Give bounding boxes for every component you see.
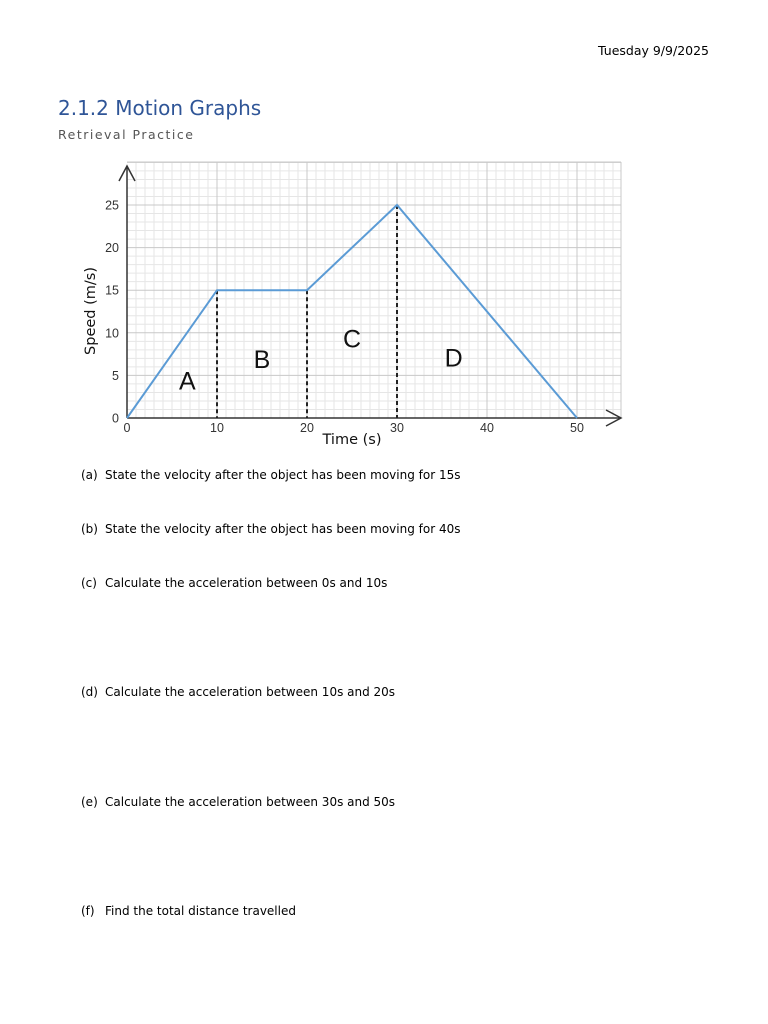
page-subtitle: Retrieval Practice xyxy=(58,127,195,142)
question-label: (c) xyxy=(81,576,97,590)
question-label: (b) xyxy=(81,522,98,536)
question-a xyxy=(81,468,460,482)
y-tick-label: 0 xyxy=(112,411,119,426)
question-text: Calculate the acceleration between 0s and 10s xyxy=(105,576,388,590)
question-text: Find the total distance travelled xyxy=(105,904,296,918)
question-label: (e) xyxy=(81,795,98,809)
question-f xyxy=(81,904,296,918)
question-d xyxy=(81,685,395,699)
question-text: State the velocity after the object has been moving for 15s xyxy=(105,468,461,482)
question-text: Calculate the acceleration between 30s and 50s xyxy=(105,795,396,809)
major-grid xyxy=(127,162,621,418)
x-axis-label: Time (s) xyxy=(322,432,382,448)
question-text: Calculate the acceleration between 10s and 20s xyxy=(105,685,396,699)
x-tick-label: 30 xyxy=(390,421,404,435)
region-label: A xyxy=(178,367,196,396)
x-tick-label: 0 xyxy=(123,421,131,435)
x-tick-label: 50 xyxy=(570,421,584,435)
x-tick-label: 10 xyxy=(210,421,224,435)
question-label: (d) xyxy=(81,685,98,699)
region-label: C xyxy=(342,325,362,354)
y-tick-label: 25 xyxy=(105,198,119,213)
question-c xyxy=(81,576,387,590)
y-tick-label: 5 xyxy=(112,368,119,383)
y-axis-label: Speed (m/s) xyxy=(83,267,99,355)
question-label: (a) xyxy=(81,468,98,482)
question-text: State the velocity after the object has been moving for 40s xyxy=(105,522,461,536)
region-label: B xyxy=(253,346,271,375)
y-tick-label: 15 xyxy=(105,283,119,298)
x-tick-label: 20 xyxy=(300,421,314,435)
region-label: D xyxy=(444,344,463,373)
page-title: 2.1.2 Motion Graphs xyxy=(58,96,262,120)
x-tick-label: 40 xyxy=(480,421,494,435)
speed-time-graph xyxy=(0,0,768,460)
question-label: (f) xyxy=(81,904,95,918)
document-date: Tuesday 9/9/2025 xyxy=(598,43,709,58)
question-e xyxy=(81,795,395,809)
question-b xyxy=(81,522,460,536)
y-tick-label: 20 xyxy=(105,241,119,256)
y-tick-label: 10 xyxy=(105,326,119,341)
